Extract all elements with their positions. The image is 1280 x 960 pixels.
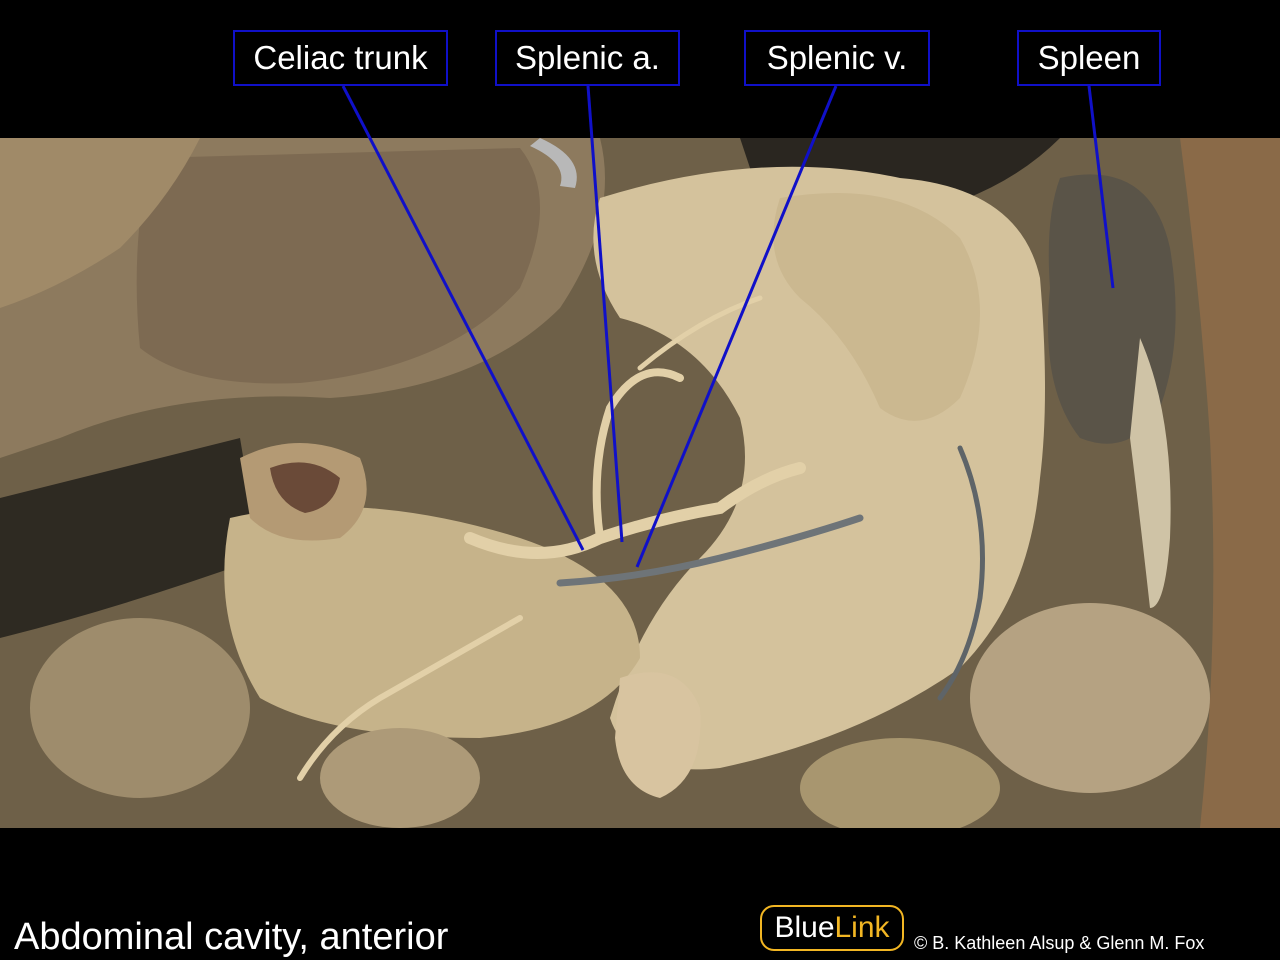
intestine-loop [970,603,1210,793]
intestine-loop [320,728,480,828]
intestine-loop [30,618,250,798]
spleen-label: Spleen [1017,30,1161,86]
brand-part-blue: Blue [774,911,835,944]
splenic-vein-label: Splenic v. [744,30,930,86]
brand-part-link: Link [834,911,890,944]
dissection-photo [0,138,1280,828]
copyright-notice: © B. Kathleen Alsup & Glenn M. Fox [914,933,1205,953]
figure-caption: Abdominal cavity, anterior [14,916,449,958]
bluelink-logo [760,905,904,951]
celiac-trunk-label: Celiac trunk [233,30,448,86]
splenic-artery-label: Splenic a. [495,30,680,86]
